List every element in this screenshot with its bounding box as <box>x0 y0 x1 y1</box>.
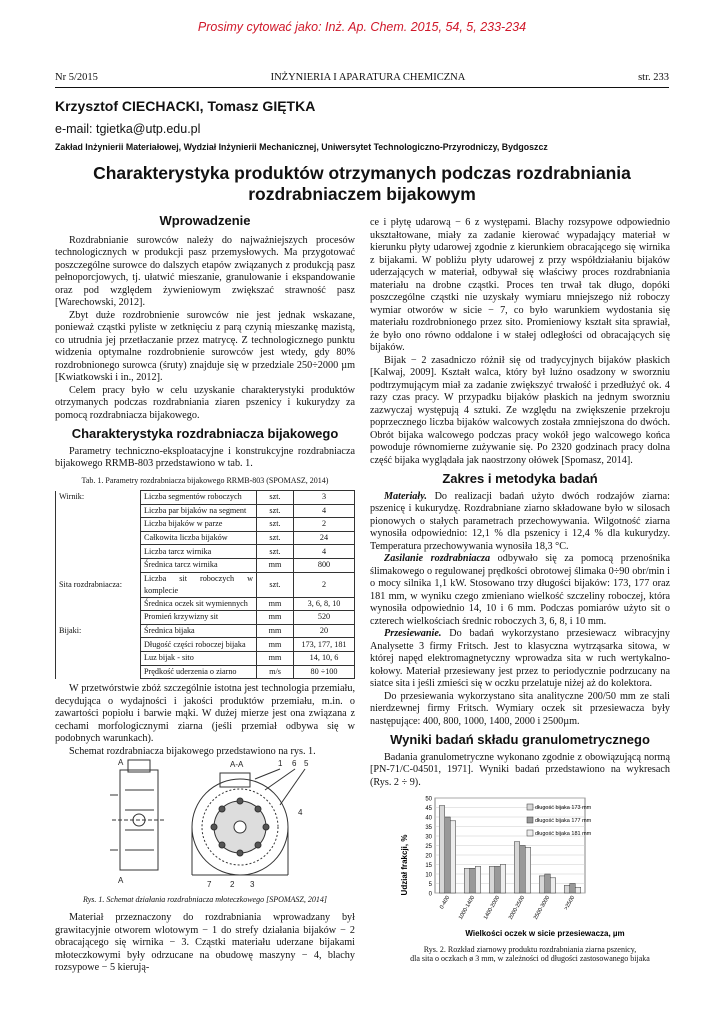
label-2: 2 <box>230 880 235 889</box>
table-cell: 20 <box>294 624 355 638</box>
table-row <box>56 504 355 518</box>
table-cell: Liczba bijaków w parze <box>141 518 257 532</box>
bar <box>500 865 506 894</box>
bar <box>525 847 531 893</box>
lead-feeding: Zasilanie rozdrabniacza <box>384 553 491 564</box>
figure-2-caption-line-1: Rys. 2. Rozkład ziarnowy produktu rozdrabniania ziarna pszenicy, <box>423 945 637 954</box>
label-section-a-bottom: A <box>118 876 124 885</box>
y-tick-label: 20 <box>425 853 432 860</box>
table-cell: Luz bijak - sito <box>141 651 257 665</box>
table-cell: 800 <box>294 558 355 572</box>
table-cell: Liczba sit roboczych w komplecie <box>141 572 257 597</box>
label-7: 7 <box>207 880 212 889</box>
table-cell: Wirnik: <box>56 491 141 505</box>
table-cell: 4 <box>294 545 355 559</box>
table-cell <box>56 597 141 611</box>
granulometry-chart <box>395 790 665 940</box>
paragraph: Rozdrabnianie surowców należy do najważniejszych procesów technologicznych w produkcji pasz przemysłowych. Ma przygotować poszczególne surowce do dalszych etapów związanych z produkcją pasz pełnoporcjowych, tj. ułatwić mieszanie, granulowanie i ekspandowanie oraz pod względem żywieniowym zwiększać strawność pasz [Warechowski, 2012]. <box>55 234 355 308</box>
bar <box>489 866 495 893</box>
legend-swatch <box>527 830 533 836</box>
y-tick-label: 25 <box>425 844 432 850</box>
table-cell: Sita rozdrabniacza: <box>56 572 141 597</box>
header-rule <box>55 87 669 88</box>
header-issue: Nr 5/2015 <box>55 72 98 83</box>
y-tick-label: 40 <box>425 815 432 822</box>
table-row <box>56 545 355 559</box>
label-5: 5 <box>304 759 309 768</box>
table-cell: mm <box>257 638 294 652</box>
x-tick-label: 2000-2500 <box>507 895 527 921</box>
y-tick-label: 15 <box>425 863 432 869</box>
table-cell: szt. <box>257 518 294 532</box>
table-cell: Średnica oczek sit wymiennych <box>141 597 257 611</box>
table-cell: mm <box>257 597 294 611</box>
x-tick-label: 0-400 <box>438 895 452 911</box>
legend-swatch <box>527 817 533 823</box>
table-cell: Liczba tarcz wirnika <box>141 545 257 559</box>
legend-label: długość bijaka 181 mm <box>535 831 592 837</box>
bar <box>564 885 570 893</box>
table-cell: Całkowita liczba bijaków <box>141 531 257 545</box>
bar <box>445 817 451 893</box>
running-header <box>55 72 669 83</box>
x-tick-label: 2500-3000 <box>532 895 552 921</box>
table-row <box>56 531 355 545</box>
heading-introduction: Wprowadzenie <box>159 213 251 228</box>
heading-scope: Zakres i metodyka badań <box>442 471 598 486</box>
table-cell: Promień krzywizny sit <box>141 611 257 625</box>
mill-schematic-figure <box>90 755 350 890</box>
table-cell <box>56 545 141 559</box>
table-cell: szt. <box>257 572 294 597</box>
table-cell: Bijaki: <box>56 624 141 638</box>
table-cell <box>56 665 141 679</box>
header-page: str. 233 <box>638 72 669 83</box>
table-cell: Długość części roboczej bijaka <box>141 638 257 652</box>
table-cell: szt. <box>257 504 294 518</box>
figure-1-caption: Rys. 1. Schemat działania rozdrabniacza młoteczkowego [SPOMASZ, 2014] <box>83 895 327 904</box>
bar <box>495 866 501 893</box>
table-cell: szt. <box>257 531 294 545</box>
paragraph: Przesiewanie. Do badań wykorzystano przesiewacz wibracyjny Analysette 3 firmy Fritsch. Jest to klasyczna wytrząsarka sitowa, w której napęd elektromagnetyczny wprowadza sita w ruch wertykalno-kołowy. Materiał przesiewany jest przez to periodycznie podrzucany na siatce sita i jeśli zmieści się w oczku przelatuje niżej aż do kolektora. <box>370 628 670 689</box>
bar <box>545 874 551 893</box>
label-1: 1 <box>278 759 283 768</box>
label-section-a-top: A <box>118 758 124 767</box>
table-cell: 173, 177, 181 <box>294 638 355 652</box>
authors: Krzysztof CIECHACKI, Tomasz GIĘTKA <box>55 98 316 114</box>
header-journal: INŻYNIERIA I APARATURA CHEMICZNA <box>270 72 466 83</box>
front-view-inlet <box>220 773 250 787</box>
x-tick-label: 1000-1400 <box>457 895 477 921</box>
table-cell: Średnica tarcz wirnika <box>141 558 257 572</box>
label-4: 4 <box>298 808 303 817</box>
y-tick-label: 10 <box>425 872 432 879</box>
right-column <box>370 217 670 789</box>
label-section-aa: A-A <box>230 760 244 769</box>
lead-materials: Materiały. <box>384 490 427 502</box>
bar <box>450 821 456 893</box>
legend-label: długość bijaka 173 mm <box>535 805 592 811</box>
y-tick-label: 30 <box>425 834 432 841</box>
paragraph: Zasilanie rozdrabniacza odbywało się za pomocą przenośnika ślimakowego o regulowanej prędkości obrotowej ślimaka 0÷90 obr/min i o mocy silnika 1,1 kW. Stosowano trzy długości bijaków: 173, 177 oraz 181 mm, w wyniku czego zmieniano wielkość szczeliny roboczej, która wynosiła odpowiednio 14, 10 i 6 mm. Podczas pomiarów użyto sit o czterech wielkościach średnic roboczych 3, 6, 8, i 10 mm. <box>370 553 670 627</box>
label-6: 6 <box>292 759 297 768</box>
paragraph: Schemat rozdrabniacza bijakowego przedstawiono na rys. 1. <box>69 745 316 757</box>
table-row <box>56 665 355 679</box>
table-cell: 24 <box>294 531 355 545</box>
y-tick-label: 0 <box>428 891 432 898</box>
figure-2-caption-line-2: dla sita o oczkach ø 3 mm, w zależności od długości zastosowanego bijaka <box>410 954 650 963</box>
paragraph: Bijak − 2 zasadniczo różnił się od tradycyjnych bijaków płaskich [Kalwaj, 2009]. Kształt walca, który był luźno osadzony w sworzniu podtrzymującym miał za zadanie zwiększyć trwałość i przedłużyć ok. 4 razy czas pracy. W przypadku bijaków płaskich na jednym sworzniu zazwyczaj występują 4 sztuki. Ze względu na zwiększenie przekroju poprzecznego liczba bijaków walcowych została zmniejszona do dwóch. Obrót bijaka walcowego podczas pracy wokół jego walcowego końca powoduje równomierne zużywanie się. Po 2320 godzinach pracy dolna część bijaka wyglądała jak naostrzony ołówek [Spomasz, 2014]. <box>370 354 670 466</box>
x-tick-label: 1400-2000 <box>482 895 502 921</box>
table-cell: 3 <box>294 491 355 505</box>
table-cell: 2 <box>294 572 355 597</box>
heading-results: Wyniki badań składu granulometrycznego <box>390 732 650 747</box>
table-row <box>56 558 355 572</box>
bar <box>570 884 576 894</box>
table-row <box>56 491 355 505</box>
table-row <box>56 638 355 652</box>
bar <box>520 846 526 894</box>
table-cell: 520 <box>294 611 355 625</box>
figure-2-caption <box>385 945 675 963</box>
y-tick-label: 5 <box>428 882 432 888</box>
legend-swatch <box>527 804 533 810</box>
table-row <box>56 518 355 532</box>
table-cell: Średnica bijaka <box>141 624 257 638</box>
table-cell: mm <box>257 624 294 638</box>
table-cell <box>56 638 141 652</box>
table-cell: Prędkość uderzenia o ziarno <box>141 665 257 679</box>
paragraph: Parametry techniczno-eksploatacyjne i konstrukcyjne rozdrabniacza bijakowego RRMB-803 przedstawiono w tab. 1. <box>55 445 355 469</box>
table-cell <box>56 651 141 665</box>
table-cell: 3, 6, 8, 10 <box>294 597 355 611</box>
label-3: 3 <box>250 880 255 889</box>
table-cell <box>56 518 141 532</box>
table-row <box>56 597 355 611</box>
parameters-table <box>55 490 355 679</box>
table-row <box>56 651 355 665</box>
affiliation: Zakład Inżynierii Materiałowej, Wydział Inżynierii Mechanicznej, Uniwersytet Technologiczno-Przyrodniczy, Bydgoszcz <box>55 142 548 152</box>
table-cell: 14, 10, 6 <box>294 651 355 665</box>
left-column-bottom <box>55 912 355 975</box>
y-tick-label: 35 <box>425 825 432 831</box>
table-cell: mm <box>257 651 294 665</box>
left-column <box>55 215 355 679</box>
paragraph: ce i płytę udarową − 6 z występami. Blachy rozsypowe odpowiednio ukształtowane, miały za zadanie kierować wypadający materiał w kierunku płyty udarowej zgodnie z kierunkiem obracającego się wirnika z bijakami. W pobliżu płyty udarowej z przy współdziałaniu bijaków uderzających w materiał, odbywał się właściwy proces rozdrabniania materiału na drobne cząstki. Proces ten trwał tak długo, dopóki poszczególne cząstki nie uzyskały wymiaru mniejszego niż roboczy wymiar otworów w sicie − 7, co było warunkiem wydostania się materiału rozdrobnionego przez sito. Promieniowy kształt sita sprawiał, że było ono równo oddalone i w stałej odległości od obracających się bijaków. <box>370 217 670 353</box>
table-row <box>56 624 355 638</box>
bar <box>514 842 520 893</box>
table-cell: szt. <box>257 545 294 559</box>
table-cell <box>56 611 141 625</box>
table-cell: mm <box>257 558 294 572</box>
table-cell: 2 <box>294 518 355 532</box>
citation-line: Prosimy cytować jako: Inż. Ap. Chem. 2015, 54, 5, 233-234 <box>197 20 527 34</box>
paragraph: Do przesiewania wykorzystano sita analityczne 200/50 mm ze stali nierdzewnej firmy Fritsch. Wymiary oczek sit przesiewacza były następujące: 400, 800, 1000, 1400, 2000 i 2500µm. <box>370 690 670 727</box>
table-row <box>56 611 355 625</box>
table-row <box>56 572 355 597</box>
bar <box>475 866 481 893</box>
chart-ylabel: Udział frakcji, % <box>400 834 409 896</box>
bar <box>575 887 581 893</box>
y-tick-label: 50 <box>425 796 432 803</box>
paragraph: Badania granulometryczne wykonano zgodnie z obowiązującą normą [PN-71/C-04501, 1971]. Wyniki badań przedstawiono na wykresach (Rys. 2 ÷ 9). <box>370 751 670 788</box>
chart-xlabel: Wielkości oczek w sicie przesiewacza, µm <box>465 929 625 938</box>
table-cell: m/s <box>257 665 294 679</box>
heading-characteristics: Charakterystyka rozdrabniacza bijakowego <box>71 426 339 441</box>
paragraph: W przetwórstwie zbóż szczególnie istotna jest technologia przemiału, decydująca o wydajności i jakości produktów przemiału, m.in. o zawartości popiołu i barwie mąki. W dużej mierze jest ona związana z cechami morfologicznymi ziarna (jeśli przemiał odbywa się w podobnych warunkach). <box>55 683 355 744</box>
table-cell: szt. <box>257 491 294 505</box>
bar <box>539 876 545 893</box>
paragraph: Materiały. Do realizacji badań użyto dwóch rodzajów ziarna: pszenicę i kukurydzę. Rozdrabniane ziarno składowane było w silosach pionowych o stałych parametrach przechowywania. Wilgotność ziarna wynosiła odpowiednio: 12,1 % dla pszenicy i 12,4 % dla kukurydzy. Temperatura przechowywania wynosiła 18,3 °C. <box>370 490 670 552</box>
legend-label: długość bijaka 177 mm <box>535 818 592 824</box>
table-cell <box>56 504 141 518</box>
table-cell: Liczba segmentów roboczych <box>141 491 257 505</box>
table-cell <box>56 531 141 545</box>
bar <box>464 868 470 893</box>
email[interactable]: e-mail: tgietka@utp.edu.pl <box>55 122 201 136</box>
x-tick-label: >2500 <box>563 895 577 912</box>
lead-sieving: Przesiewanie. <box>384 628 442 639</box>
table-cell: 4 <box>294 504 355 518</box>
left-column-lower <box>55 683 355 758</box>
bar <box>439 806 445 893</box>
table-cell: mm <box>257 611 294 625</box>
bar <box>550 878 556 893</box>
bar <box>470 868 476 893</box>
paper-title: Charakterystyka produktów otrzymanych podczas rozdrabniania rozdrabniaczem bijakowym <box>93 163 631 204</box>
table-cell <box>56 558 141 572</box>
table-caption: Tab. 1. Parametry rozdrabniacza bijakowego RRMB-803 (SPOMASZ, 2014) <box>81 475 329 485</box>
y-tick-label: 45 <box>425 806 432 812</box>
paragraph: Zbyt duże rozdrobnienie surowców nie jest jednak wskazane, ponieważ cząstki pyliste w zetknięciu z parą czynią mieszankę mazistą, co utrudnia jej przetłaczanie przez matrycę. Z technologicznego punktu widzenia optymalne rozdrobnienie surowców jest wtedy, gdy 80% rozdrobnionego surowca (śruty) znajduje się w przedziale 250÷2000 µm [Kwiatkowski i in., 2012]. <box>55 309 355 383</box>
table-cell: Liczba par bijaków na segment <box>141 504 257 518</box>
paragraph: Celem pracy było w celu uzyskanie charakterystyki produktów otrzymanych podczas rozdrabniania ziaren pszenicy i kukurydzy za pomocą rozdrabniacza bijakowego. <box>55 384 355 421</box>
paragraph: Materiał przeznaczony do rozdrabniania wprowadzany był grawitacyjnie otworem wlotowym − 1 do strefy działania bijaków − 2 obracającego się wirnika − 3. Cząstki materiału uderzane bijakami młoteczkowymi były odrzucane na obudowę maszyny − 4, blachy rozsypowe − 5 kierują- <box>55 912 355 973</box>
table-cell: 80 ÷100 <box>294 665 355 679</box>
